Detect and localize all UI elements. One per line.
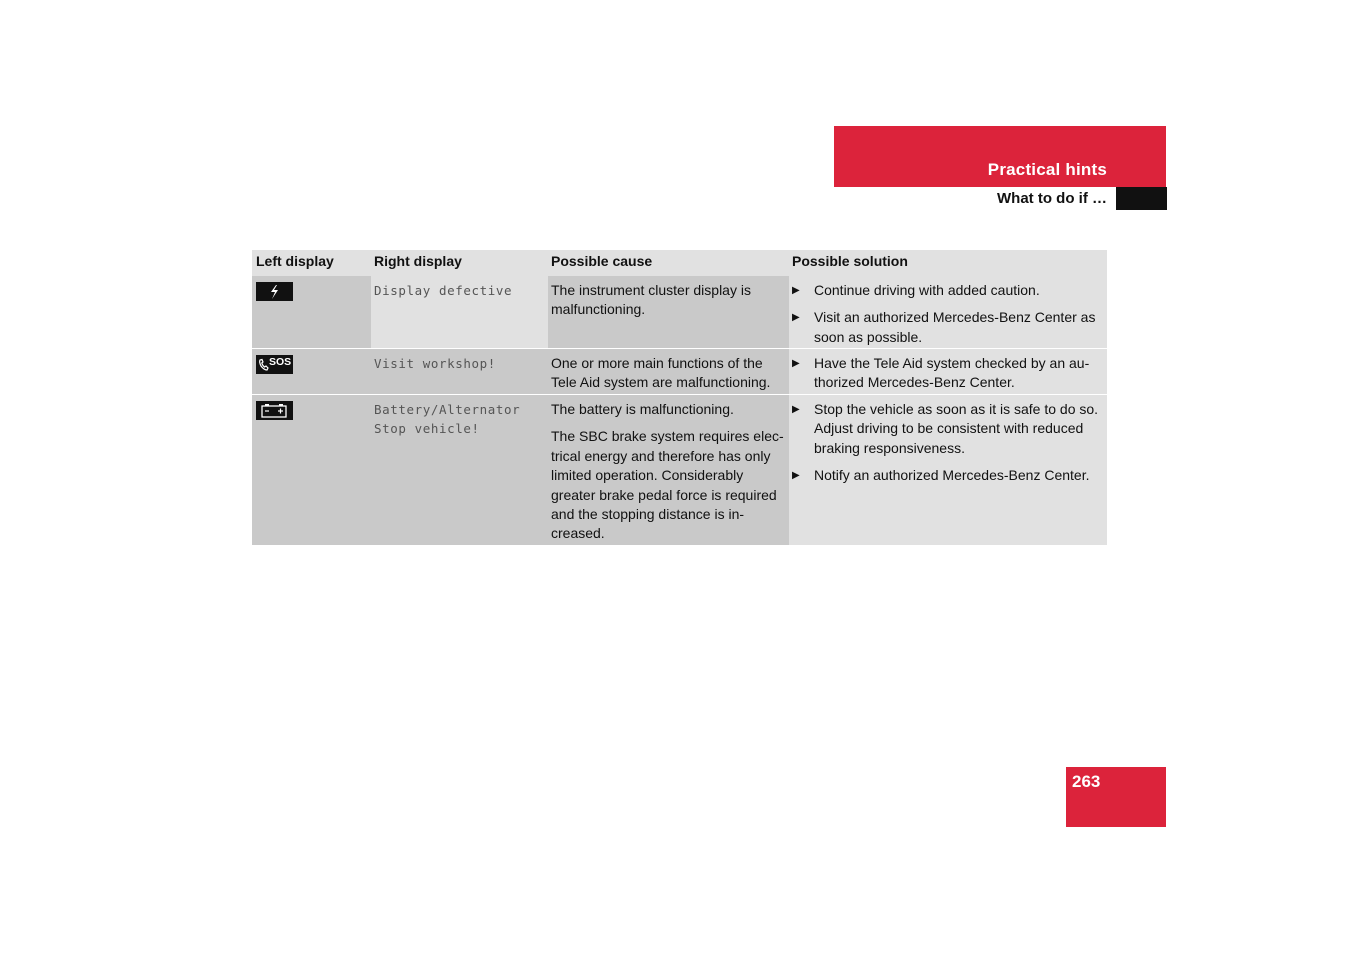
table-row bbox=[252, 395, 1107, 545]
sos-label: SOS bbox=[269, 356, 292, 368]
solution-item: ▶ Continue driving with added caution. bbox=[792, 281, 1104, 300]
possible-solution-cell bbox=[789, 395, 1107, 545]
cause-text: The SBC brake system requires elec-trical energy and therefore has only limited operation. Considerably greater brake pedal force is required and the stopping distance is in-creased. bbox=[551, 428, 784, 542]
lightning-icon bbox=[256, 282, 293, 301]
solution-item: ▶ Stop the vehicle as soon as it is safe to do so. Adjust driving to be consistent with reduced braking responsiveness. bbox=[792, 400, 1104, 458]
possible-solution-cell bbox=[789, 349, 1107, 394]
possible-cause-cell bbox=[548, 395, 789, 545]
solution-item: ▶ Notify an authorized Mercedes-Benz Center. bbox=[792, 466, 1104, 485]
bullet-arrow-icon: ▶ bbox=[792, 312, 800, 324]
page-number: 263 bbox=[1072, 772, 1101, 791]
bullet-arrow-icon: ▶ bbox=[792, 285, 800, 296]
section-tab-marker bbox=[1116, 187, 1167, 210]
column-header-right-display: Right display bbox=[371, 250, 548, 276]
table-row bbox=[252, 276, 1107, 348]
left-display-cell bbox=[252, 395, 371, 545]
right-display-text: Visit workshop! bbox=[374, 356, 496, 371]
page-number-block bbox=[1066, 767, 1166, 827]
battery-icon bbox=[256, 401, 293, 420]
cause-text: One or more main functions of the Tele Aid system are malfunctioning. bbox=[551, 355, 771, 391]
solution-item: ▶ Have the Tele Aid system checked by an au-thorized Mercedes-Benz Center. bbox=[792, 354, 1104, 393]
phone-sos-icon bbox=[256, 355, 293, 374]
troubleshooting-table bbox=[252, 250, 1107, 545]
cause-text: The battery is malfunctioning. bbox=[551, 401, 734, 417]
section-header bbox=[834, 126, 1166, 187]
table-row bbox=[252, 349, 1107, 394]
possible-solution-cell bbox=[789, 276, 1107, 348]
right-display-text: Stop vehicle! bbox=[374, 421, 480, 437]
possible-cause-cell bbox=[548, 349, 789, 394]
right-display-cell bbox=[371, 395, 548, 545]
bullet-arrow-icon: ▶ bbox=[792, 470, 800, 482]
solution-item: ▶ Visit an authorized Mercedes-Benz Center as soon as possible. bbox=[792, 308, 1104, 347]
column-header-possible-solution: Possible solution bbox=[789, 250, 1107, 276]
right-display-text: Display defective bbox=[374, 283, 513, 298]
column-header-left-display: Left display bbox=[252, 250, 371, 276]
bullet-arrow-icon: ▶ bbox=[792, 358, 800, 369]
cause-text: The instrument cluster display is malfunctioning. bbox=[551, 282, 751, 318]
right-display-cell bbox=[371, 276, 548, 348]
column-header-possible-cause: Possible cause bbox=[548, 250, 789, 276]
right-display-text: Battery/Alternator bbox=[374, 402, 521, 417]
right-display-cell bbox=[371, 349, 548, 394]
left-display-cell bbox=[252, 349, 371, 394]
bullet-arrow-icon: ▶ bbox=[792, 404, 800, 415]
table-header-row bbox=[252, 250, 1107, 276]
possible-cause-cell bbox=[548, 276, 789, 348]
left-display-cell bbox=[252, 276, 371, 348]
subsection-title: What to do if … bbox=[997, 190, 1107, 207]
section-title: Practical hints bbox=[987, 160, 1107, 179]
